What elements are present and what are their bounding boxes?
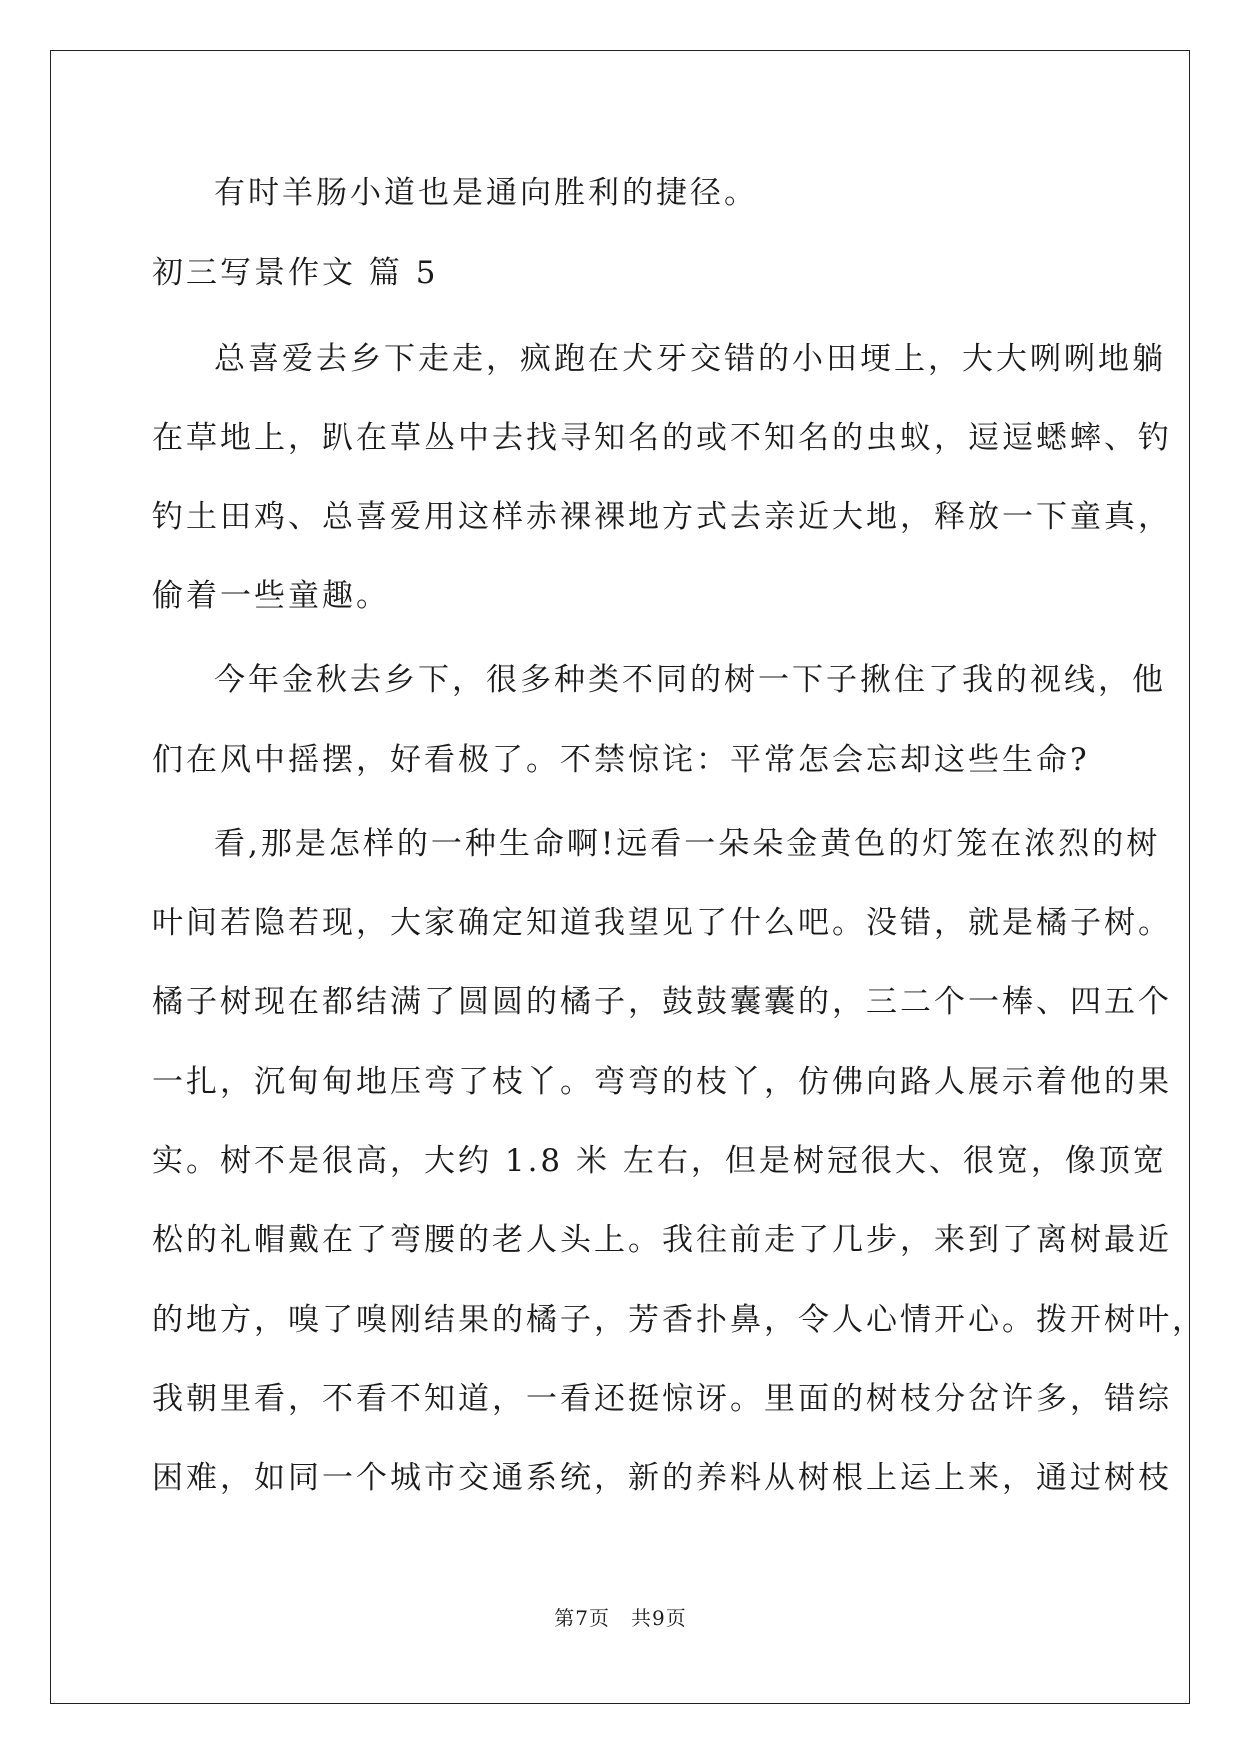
paragraph-line: 一扎，沉甸甸地压弯了枝丫。弯弯的枝丫，仿佛向路人展示着他的果 [152, 1064, 1172, 1100]
paragraph-line: 松的礼帽戴在了弯腰的老人头上。我往前走了几步，来到了离树最近 [152, 1222, 1172, 1258]
paragraph-line: 橘子树现在都结满了圆圆的橘子，鼓鼓囊囊的，三二个一棒、四五个 [152, 984, 1172, 1020]
paragraph-line: 钓土田鸡、总喜爱用这样赤裸裸地方式去亲近大地，释放一下童真， [152, 499, 1172, 535]
section-heading: 初三写景作文 篇 5 [152, 255, 439, 291]
paragraph-line: 我朝里看，不看不知道，一看还挺惊讶。里面的树枝分岔许多，错综 [152, 1381, 1172, 1417]
paragraph-line: 的地方，嗅了嗅刚结果的橘子，芳香扑鼻，令人心情开心。拨开树叶， [152, 1302, 1206, 1338]
paragraph-line: 有时羊肠小道也是通向胜利的捷径。 [214, 175, 758, 211]
paragraph-line: 看,那是怎样的一种生命啊!远看一朵朵金黄色的灯笼在浓烈的树 [214, 826, 1161, 862]
paragraph-line: 总喜爱去乡下走走，疯跑在犬牙交错的小田埂上，大大咧咧地躺 [214, 341, 1166, 377]
page-border [50, 50, 1190, 1704]
paragraph-line: 实。树不是很高，大约 1.8 米 左右，但是树冠很大、很宽，像顶宽 [152, 1143, 1167, 1179]
paragraph-line: 今年金秋去乡下，很多种类不同的树一下子揪住了我的视线，他 [214, 662, 1166, 698]
paragraph-line: 们在风中摇摆，好看极了。不禁惊诧：平常怎会忘却这些生命? [152, 742, 1090, 778]
paragraph-line: 困难，如同一个城市交通系统，新的养料从树根上运上来，通过树枝 [152, 1460, 1172, 1496]
paragraph-line: 偷着一些童趣。 [152, 578, 390, 614]
paragraph-line: 叶间若隐若现，大家确定知道我望见了什么吧。没错，就是橘子树。 [152, 905, 1172, 941]
paragraph-line: 在草地上，趴在草丛中去找寻知名的或不知名的虫蚁，逗逗蟋蟀、钓 [152, 420, 1172, 456]
page-number-footer: 第7页 共9页 [554, 1606, 687, 1630]
